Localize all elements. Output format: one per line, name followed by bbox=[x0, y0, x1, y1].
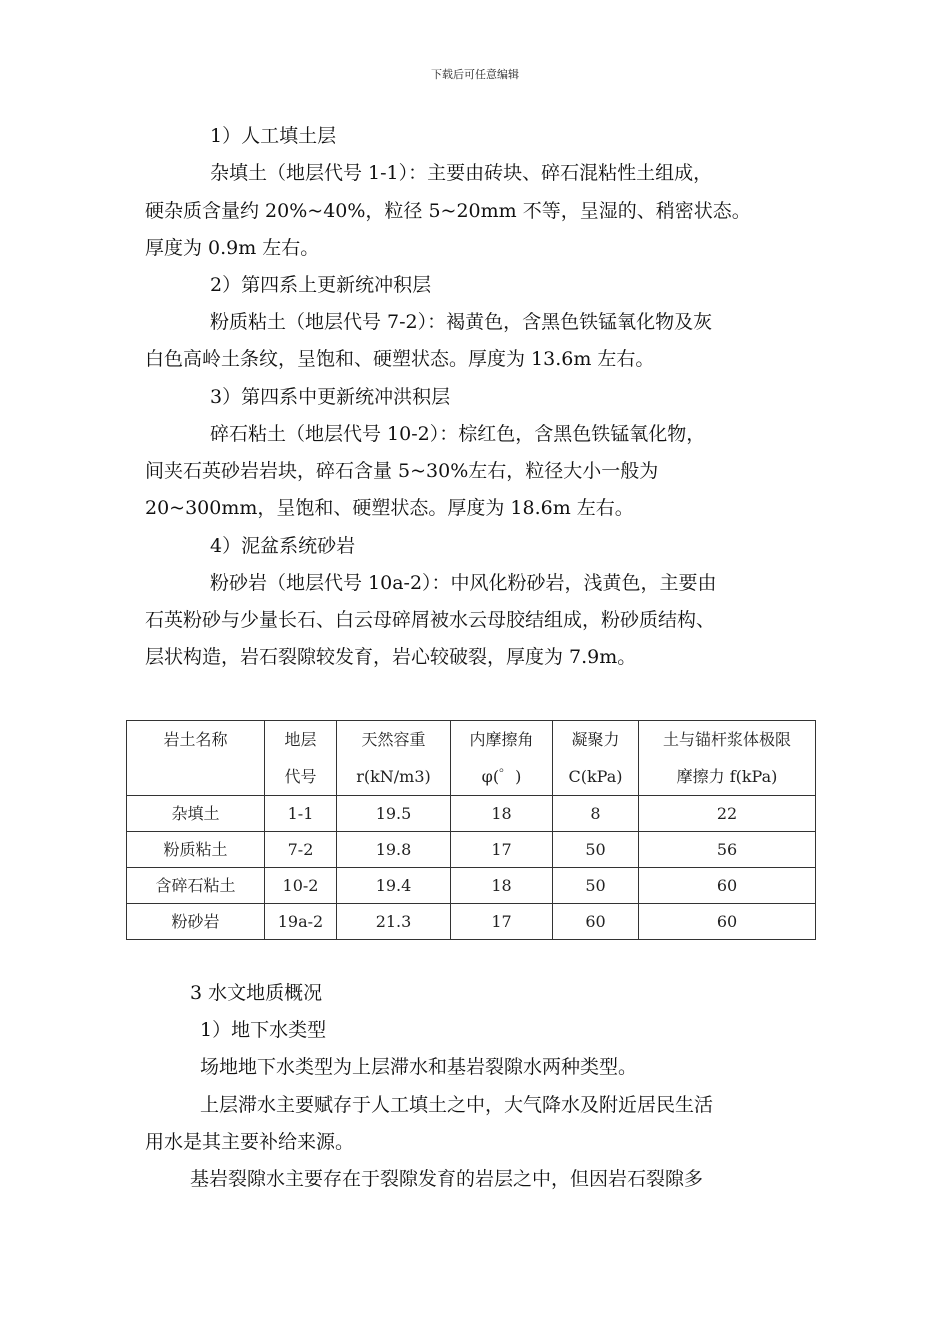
paragraph-line: 粉质粘土（地层代号 7-2）：褐黄色，含黑色铁锰氧化物及灰 bbox=[210, 311, 713, 333]
table-cell: 19.5 bbox=[337, 796, 451, 832]
table-row bbox=[127, 868, 816, 904]
table-cell: 粉砂岩 bbox=[127, 904, 265, 940]
table-row bbox=[127, 832, 816, 868]
table-cell: 17 bbox=[451, 832, 553, 868]
table-cell: 7-2 bbox=[265, 832, 337, 868]
paragraph-line: 碎石粘土（地层代号 10-2）：棕红色，含黑色铁锰氧化物， bbox=[210, 423, 706, 445]
section-heading: 1）人工填土层 bbox=[210, 125, 337, 147]
section-heading: 3 水文地质概况 bbox=[190, 982, 323, 1004]
paragraph-line: 层状构造，岩石裂隙较发育，岩心较破裂，厚度为 7.9m。 bbox=[145, 646, 637, 668]
section-heading: 1）地下水类型 bbox=[200, 1019, 327, 1041]
paragraph-line: 白色高岭土条纹，呈饱和、硬塑状态。厚度为 13.6m 左右。 bbox=[145, 348, 655, 370]
paragraph-line: 基岩裂隙水主要存在于裂隙发育的岩层之中，但因岩石裂隙多 bbox=[190, 1168, 704, 1190]
table-row bbox=[127, 796, 816, 832]
header-cell: 岩土名称 bbox=[127, 721, 265, 796]
table-cell: 19.8 bbox=[337, 832, 451, 868]
paragraph-line: 间夹石英砂岩岩块，碎石含量 5~30%左右，粒径大小一般为 bbox=[145, 460, 659, 482]
header-cell: 土与锚杆浆体极限 摩擦力 f(kPa) bbox=[639, 721, 816, 796]
paragraph-line: 上层滞水主要赋存于人工填土之中，大气降水及附近居民生活 bbox=[200, 1094, 714, 1116]
table-header-row bbox=[127, 721, 816, 796]
table-cell: 18 bbox=[451, 796, 553, 832]
table-cell: 22 bbox=[639, 796, 816, 832]
header-cell: 地层 代号 bbox=[265, 721, 337, 796]
table-row bbox=[127, 904, 816, 940]
table-cell: 21.3 bbox=[337, 904, 451, 940]
table-cell: 60 bbox=[553, 904, 639, 940]
paragraph-line: 场地地下水类型为上层滞水和基岩裂隙水两种类型。 bbox=[200, 1056, 638, 1078]
paragraph-line: 石英粉砂与少量长石、白云母碎屑被水云母胶结组成，粉砂质结构、 bbox=[145, 609, 716, 631]
table-cell: 17 bbox=[451, 904, 553, 940]
paragraph-line: 20~300mm，呈饱和、硬塑状态。厚度为 18.6m 左右。 bbox=[145, 497, 634, 519]
paragraph-line: 粉砂岩（地层代号 10a-2）：中风化粉砂岩，浅黄色，主要由 bbox=[210, 572, 717, 594]
soil-parameters-table bbox=[126, 720, 816, 940]
table-cell: 10-2 bbox=[265, 868, 337, 904]
paragraph-line: 用水是其主要补给来源。 bbox=[145, 1131, 355, 1153]
table-cell: 8 bbox=[553, 796, 639, 832]
header-cell: 内摩擦角 φ(゜) bbox=[451, 721, 553, 796]
table-cell: 19.4 bbox=[337, 868, 451, 904]
table-cell: 杂填土 bbox=[127, 796, 265, 832]
paragraph-line: 厚度为 0.9m 左右。 bbox=[145, 237, 320, 259]
table-cell: 60 bbox=[639, 904, 816, 940]
paragraph-line: 硬杂质含量约 20%~40%，粒径 5~20mm 不等，呈湿的、稍密状态。 bbox=[145, 200, 751, 222]
table-cell: 50 bbox=[553, 868, 639, 904]
paragraph-line: 杂填土（地层代号 1-1）：主要由砖块、碎石混粘性土组成， bbox=[210, 162, 713, 184]
section-heading: 2）第四系上更新统冲积层 bbox=[210, 274, 432, 296]
table-cell: 1-1 bbox=[265, 796, 337, 832]
section-heading: 3）第四系中更新统冲洪积层 bbox=[210, 386, 451, 408]
table-cell: 粉质粘土 bbox=[127, 832, 265, 868]
header-cell: 凝聚力 C(kPa) bbox=[553, 721, 639, 796]
page-header: 下载后可任意编辑 bbox=[431, 68, 519, 81]
section-heading: 4）泥盆系统砂岩 bbox=[210, 535, 356, 557]
table-cell: 18 bbox=[451, 868, 553, 904]
table-cell: 50 bbox=[553, 832, 639, 868]
table-cell: 60 bbox=[639, 868, 816, 904]
table-cell: 56 bbox=[639, 832, 816, 868]
header-cell: 天然容重 r(kN/m3) bbox=[337, 721, 451, 796]
table-cell: 含碎石粘土 bbox=[127, 868, 265, 904]
table-cell: 19a-2 bbox=[265, 904, 337, 940]
